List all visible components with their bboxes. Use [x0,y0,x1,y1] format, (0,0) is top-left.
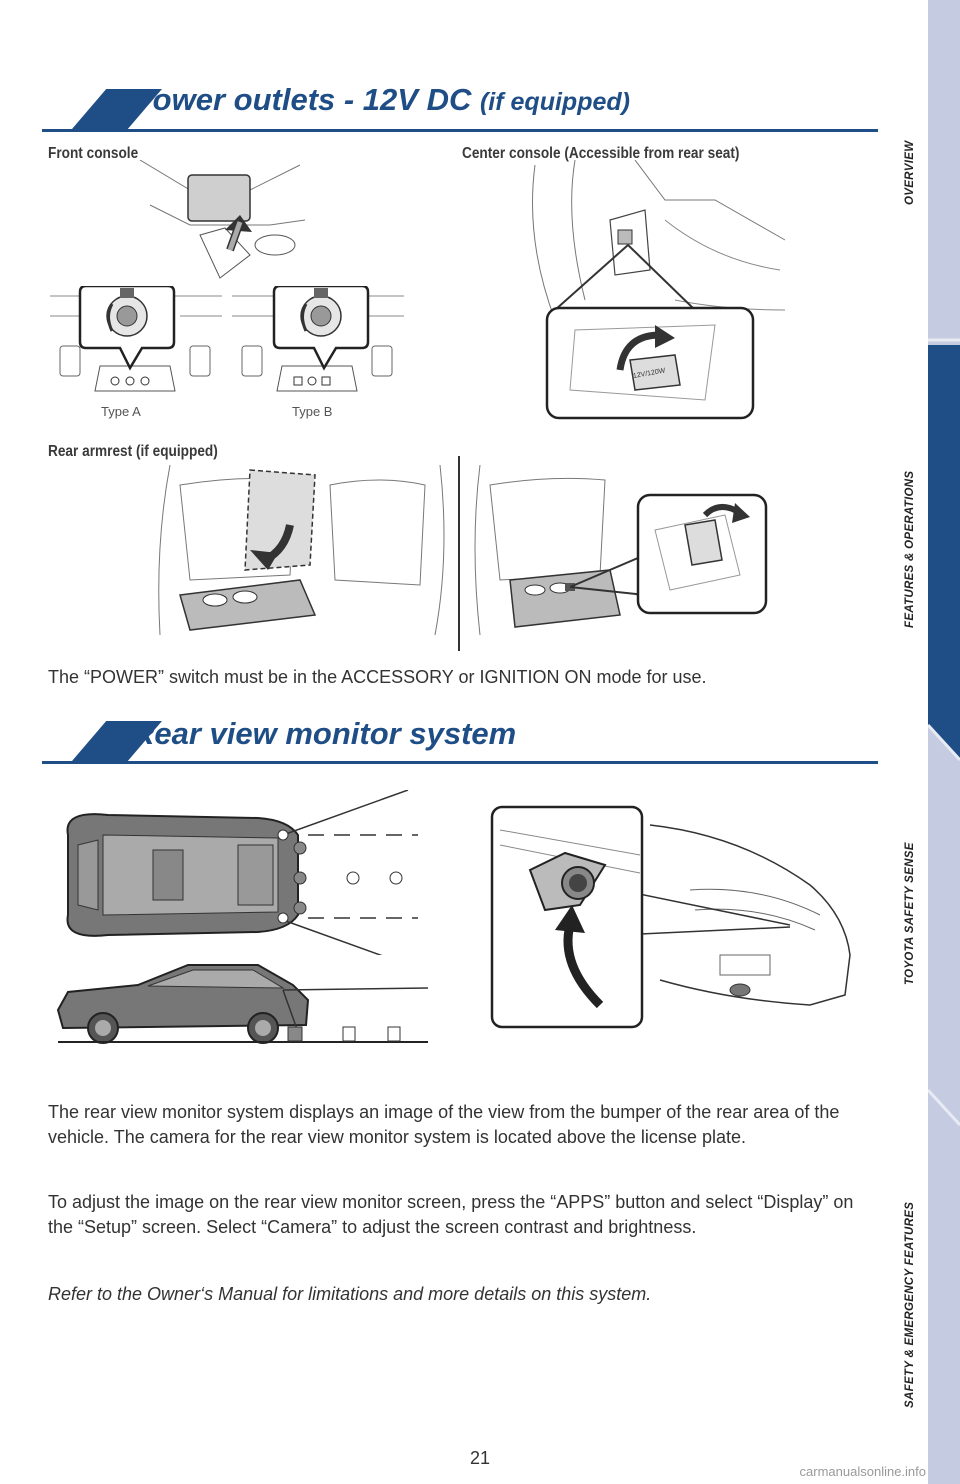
header-rule [42,129,878,132]
center-console-illustration [515,160,790,422]
rear-armrest-illustration-right [470,455,770,640]
tab-features-operations[interactable]: FEATURES & OPERATIONS [904,470,916,628]
header-rule-2 [42,761,878,764]
rear-view-paragraph-2: To adjust the image on the rear view monitor screen, press the “APPS” button and select “Display” on the “Setup” screen. Select “Camera” to adjust the screen contrast and brightness. [48,1192,854,1237]
type-b-illustration [232,286,404,402]
rear-view-paragraph-3: Refer to the Owner‘s Manual for limitations and more details on this system. [48,1284,652,1304]
watermark: carmanualsonline.info [799,1464,926,1479]
front-console-illustration [130,160,320,285]
rear-camera-illustration [490,805,860,1030]
tab-safety-emergency[interactable]: SAFETY & EMERGENCY FEATURES [904,1201,916,1408]
type-b-caption: Type B [292,404,333,419]
center-console-label: Center console (Accessible from rear seat) [462,145,740,162]
page-number: 21 [469,1448,491,1468]
rear-armrest-label: Rear armrest (if equipped) [48,443,218,460]
car-side-view-illustration [48,960,433,1045]
type-a-illustration [50,286,222,402]
tab-overview[interactable]: OVERVIEW [904,140,916,205]
armrest-divider [458,456,460,651]
power-outlets-title: Power outlets - 12V DC (if equipped) [132,82,630,117]
rear-armrest-illustration-left [150,455,450,640]
car-top-view-illustration [48,790,433,955]
front-console-label: Front console [48,145,139,162]
outlet-marking: 12V/120W [632,367,666,381]
power-note: The “POWER” switch must be in the ACCESSORY or IGNITION ON mode for use. [48,667,707,687]
section-sidebar [928,0,960,1484]
tab-toyota-safety-sense[interactable]: TOYOTA SAFETY SENSE [904,842,916,985]
rear-view-paragraph-1: The rear view monitor system displays an image of the view from the bumper of the rear area of the vehicle. The camera for the rear view monitor system is located above the license plate. [48,1102,840,1147]
rear-view-title: Rear view monitor system [132,716,517,751]
type-a-caption: Type A [101,404,141,419]
